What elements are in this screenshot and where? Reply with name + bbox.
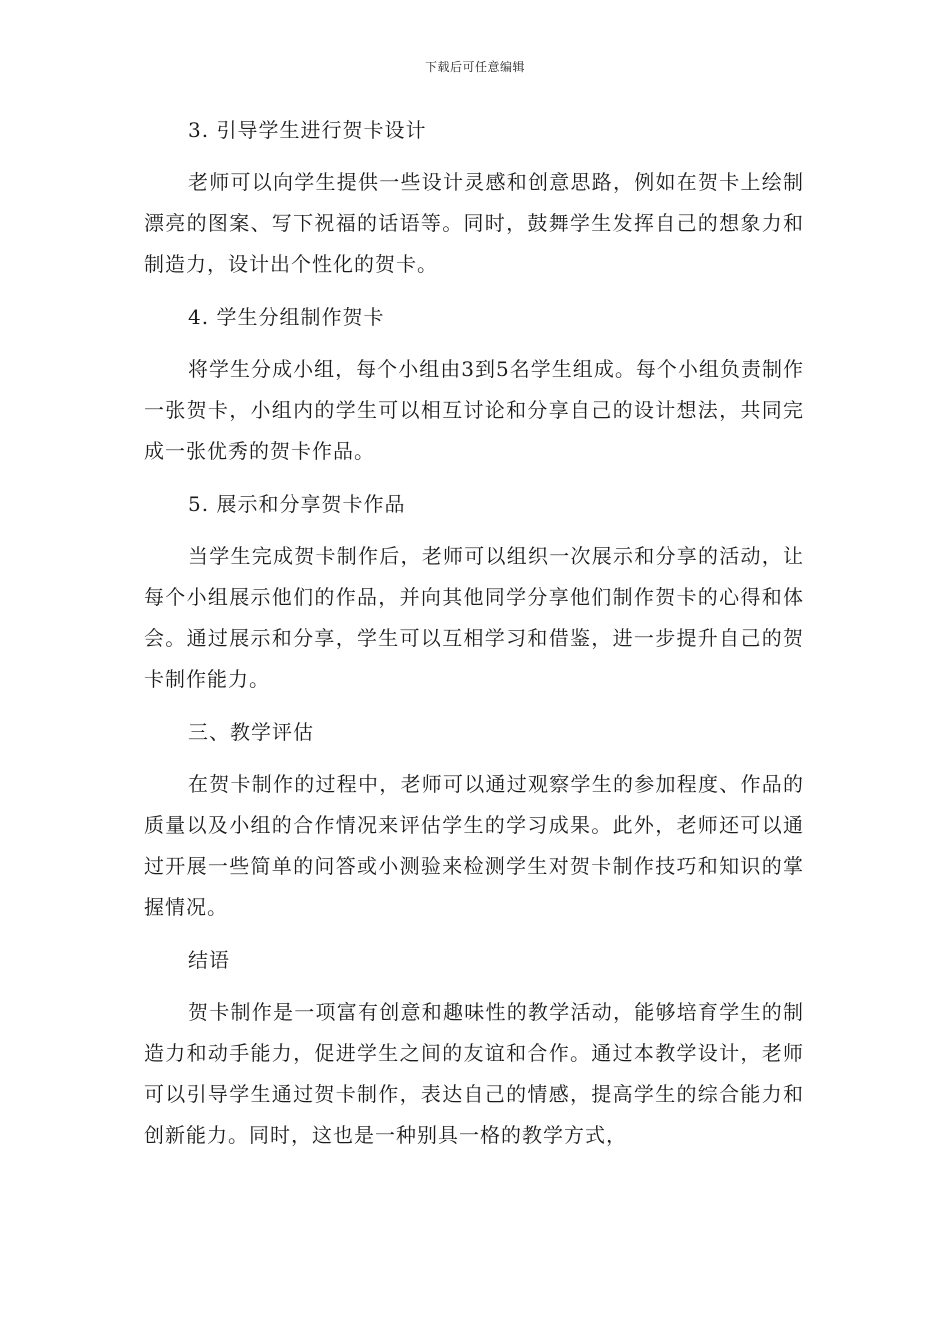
paragraph-evaluation: 在贺卡制作的过程中，老师可以通过观察学生的参加程度、作品的质量以及小组的合作情况来评估学生的学习成果。此外，老师还可以通过开展一些简单的问答或小测验来检测学生对贺卡制作技巧和知识的掌握情况。: [144, 772, 804, 919]
section-heading-evaluation: 三、教学评估: [188, 720, 314, 744]
paragraph-design-guidance: 老师可以向学生提供一些设计灵感和创意思路，例如在贺卡上绘制漂亮的图案、写下祝福的话语等。同时，鼓舞学生发挥自己的想象力和制造力，设计出个性化的贺卡。: [144, 170, 804, 276]
paragraph-group-work: 将学生分成小组，每个小组由3到5名学生组成。每个小组负责制作一张贺卡，小组内的学生可以相互讨论和分享自己的设计想法，共同完成一张优秀的贺卡作品。: [144, 357, 804, 463]
paragraph-conclusion: 贺卡制作是一项富有创意和趣味性的教学活动，能够培育学生的制造力和动手能力，促进学生之间的友谊和合作。通过本教学设计，老师可以引导学生通过贺卡制作，表达自己的情感，提高学生的综合能力和创新能力。同时，这也是一种别具一格的教学方式，: [144, 1000, 804, 1147]
section-heading-3: 3. 引导学生进行贺卡设计: [188, 118, 427, 142]
section-heading-5: 5. 展示和分享贺卡作品: [188, 492, 406, 516]
section-heading-4: 4. 学生分组制作贺卡: [188, 305, 385, 329]
document-body: [144, 112, 804, 1170]
header-note: 下载后可任意编辑: [424, 60, 525, 74]
section-heading-conclusion: 结语: [188, 948, 230, 972]
paragraph-showcase: 当学生完成贺卡制作后，老师可以组织一次展示和分享的活动，让每个小组展示他们的作品，并向其他同学分享他们制作贺卡的心得和体会。通过展示和分享，学生可以互相学习和借鉴，进一步提升自己的贺卡制作能力。: [144, 544, 804, 691]
